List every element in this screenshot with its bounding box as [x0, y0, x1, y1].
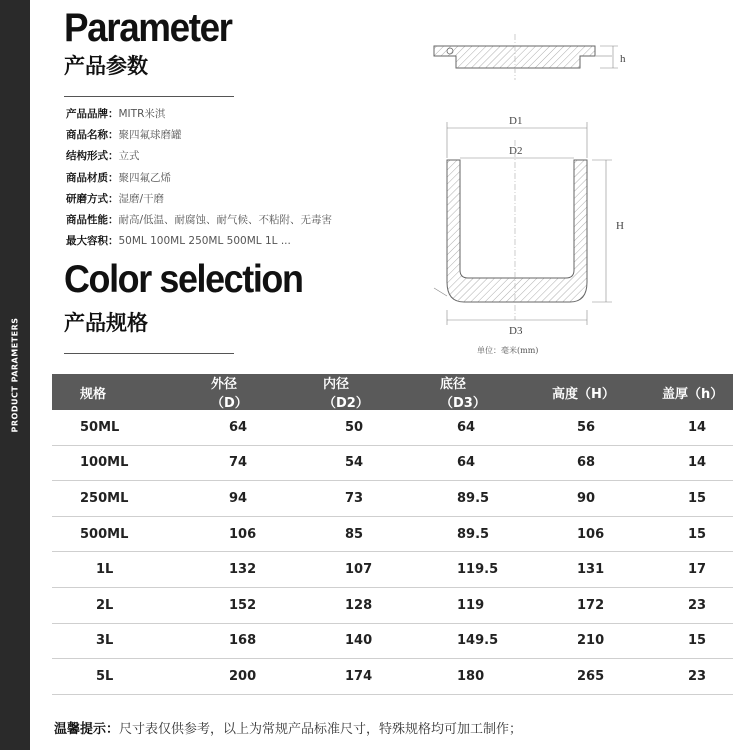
table-cell: 15	[688, 526, 707, 542]
table-cell: 23	[688, 668, 707, 684]
spec-value: 耐高/低温、耐腐蚀、耐气候、不粘附、无毒害	[118, 213, 333, 226]
table-row	[52, 588, 733, 624]
spec-key: 研磨方式：	[66, 192, 119, 205]
color-selection-subtitle: 产品规格	[64, 311, 148, 335]
spec-value: 聚四氟球磨罐	[118, 129, 182, 142]
sidebar	[0, 0, 30, 750]
footer-note	[54, 718, 522, 737]
spec-row	[66, 104, 332, 125]
divider-line	[64, 96, 234, 97]
header-cell: 底径（D3）	[440, 377, 486, 411]
table-cell: 17	[688, 562, 707, 578]
table-cell: 140	[345, 633, 373, 649]
unit-note: 单位：毫米(mm)	[477, 346, 539, 355]
table-cell: 200	[229, 668, 257, 684]
table-cell: 107	[345, 562, 373, 578]
spec-row	[66, 168, 332, 189]
table-cell: 2L	[96, 597, 114, 613]
table-cell: 14	[688, 419, 707, 435]
header-cell: 内径（D2）	[323, 377, 369, 411]
table-row	[52, 659, 733, 695]
table-cell: 89.5	[457, 526, 490, 542]
table-cell: 265	[577, 668, 605, 684]
parameter-title: Parameter	[64, 6, 232, 50]
table-cell: 131	[577, 562, 605, 578]
sidebar-label: PRODUCT PARAMETERS	[10, 317, 20, 433]
jar-body-drawing	[434, 140, 587, 320]
table-cell: 100ML	[80, 455, 129, 471]
table-cell: 210	[577, 633, 605, 649]
table-cell: 90	[577, 490, 596, 506]
table-row	[52, 517, 733, 553]
spec-value: MITR米淇	[118, 108, 166, 120]
header-cell: 高度（H）	[552, 386, 615, 402]
table-cell: 74	[229, 455, 248, 471]
table-cell: 15	[688, 490, 707, 506]
spec-key: 商品性能：	[66, 213, 119, 226]
table-cell: 3L	[96, 633, 114, 649]
table-cell: 50ML	[80, 419, 120, 435]
table-row	[52, 410, 733, 446]
spec-row	[66, 231, 332, 252]
table-cell: 168	[229, 633, 257, 649]
inner-diameter-label: D2	[509, 145, 523, 157]
spec-value: 湿磨/干磨	[118, 192, 165, 205]
table-cell: 152	[229, 597, 257, 613]
table-cell: 149.5	[457, 633, 499, 649]
footer-text: 尺寸表仅供参考，以上为常规产品标准尺寸，特殊规格均可加工制作；	[119, 722, 523, 737]
spec-key: 产品品牌：	[66, 108, 119, 120]
table-cell: 15	[688, 633, 707, 649]
spec-value: 聚四氟乙烯	[118, 171, 171, 184]
lid-drawing	[434, 34, 618, 80]
table-cell: 172	[577, 597, 605, 613]
footer-key: 温馨提示：	[54, 722, 120, 737]
spec-table	[52, 374, 733, 695]
spec-value: 50ML 100ML 250ML 500ML 1L ...	[118, 235, 291, 248]
table-cell: 500ML	[80, 526, 129, 542]
spec-key: 商品材质：	[66, 171, 119, 184]
spec-row	[66, 125, 332, 146]
header-cell: 盖厚（h）	[662, 386, 724, 402]
spec-key: 结构形式：	[66, 150, 119, 163]
table-cell: 1L	[96, 562, 114, 578]
table-cell: 174	[345, 668, 373, 684]
jar-technical-drawing	[420, 20, 650, 360]
table-cell: 5L	[96, 668, 114, 684]
color-selection-title: Color selection	[64, 258, 303, 301]
table-row	[52, 446, 733, 482]
spec-row	[66, 146, 332, 167]
height-label: H	[616, 220, 624, 232]
base-diameter-label: D3	[509, 325, 523, 337]
table-cell: 73	[345, 490, 364, 506]
table-cell: 56	[577, 419, 596, 435]
spec-value: 立式	[118, 150, 140, 163]
spec-row	[66, 189, 332, 210]
divider-line	[64, 353, 234, 354]
header-cell: 规格	[80, 386, 107, 402]
table-cell: 106	[577, 526, 605, 542]
spec-row	[66, 210, 332, 231]
table-cell: 64	[457, 419, 476, 435]
table-row	[52, 481, 733, 517]
table-header	[52, 374, 733, 410]
table-cell: 64	[229, 419, 248, 435]
table-cell: 119.5	[457, 562, 499, 578]
table-cell: 68	[577, 455, 596, 471]
table-cell: 54	[345, 455, 364, 471]
outer-diameter-label: D1	[509, 115, 523, 127]
table-row	[52, 624, 733, 660]
table-cell: 128	[345, 597, 373, 613]
table-row	[52, 552, 733, 588]
spec-key: 商品名称：	[66, 129, 119, 142]
table-cell: 106	[229, 526, 257, 542]
spec-list	[66, 104, 332, 252]
spec-key: 最大容积：	[66, 235, 119, 248]
table-cell: 89.5	[457, 490, 490, 506]
parameter-subtitle: 产品参数	[64, 54, 148, 78]
table-cell: 132	[229, 562, 257, 578]
table-cell: 50	[345, 419, 364, 435]
table-cell: 14	[688, 455, 707, 471]
table-cell: 250ML	[80, 490, 129, 506]
table-cell: 23	[688, 597, 707, 613]
table-cell: 94	[229, 490, 248, 506]
table-cell: 180	[457, 668, 485, 684]
header-cell: 外径（D）	[211, 377, 248, 411]
lid-height-label: h	[620, 53, 626, 65]
table-cell: 85	[345, 526, 364, 542]
table-cell: 64	[457, 455, 476, 471]
table-cell: 119	[457, 597, 485, 613]
